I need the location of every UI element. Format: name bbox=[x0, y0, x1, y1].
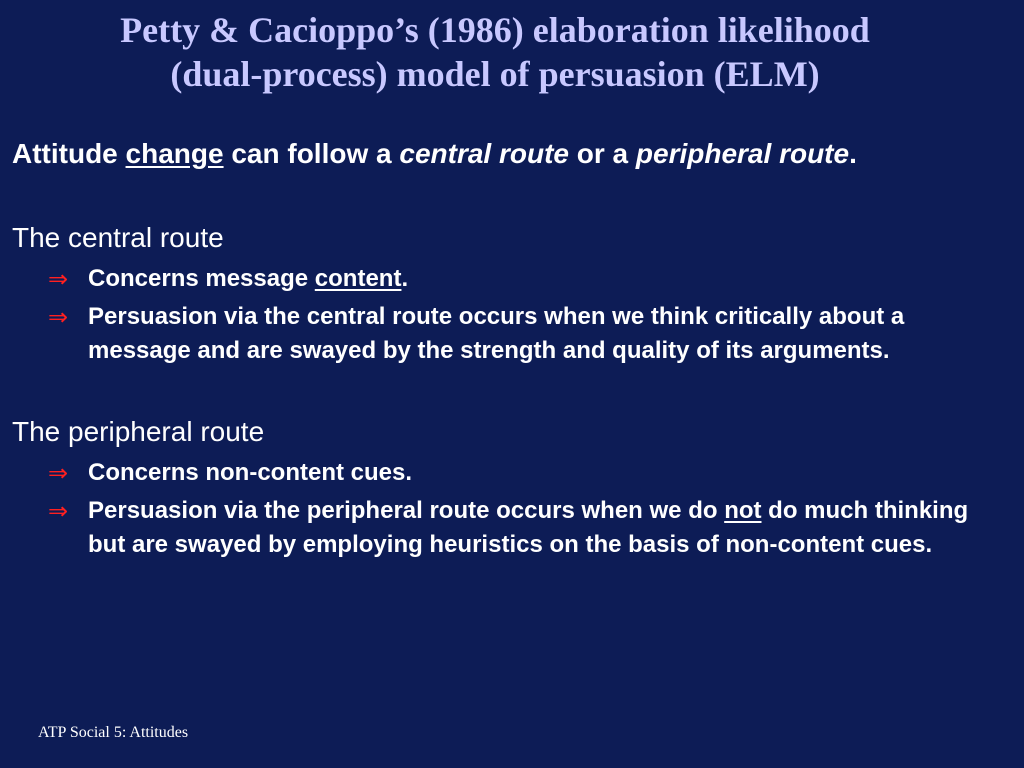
slide-body bbox=[12, 134, 1012, 562]
slide-title-line-1: Petty & Cacioppo’s (1986) elaboration likelihood bbox=[120, 10, 870, 50]
central-bullet-1-content-underlined: content bbox=[314, 265, 402, 292]
central-bullet-1-text: Concerns message bbox=[88, 265, 315, 292]
intro-text-1: Attitude bbox=[12, 138, 126, 169]
peripheral-bullet-1-text: Concerns non-content cues. bbox=[88, 459, 413, 486]
peripheral-bullet-1 bbox=[12, 456, 1012, 490]
double-arrow-icon: ⇒ bbox=[48, 265, 69, 293]
double-arrow-icon: ⇒ bbox=[48, 459, 69, 487]
intro-text-7: . bbox=[849, 138, 857, 169]
intro-paragraph bbox=[12, 134, 1012, 174]
peripheral-route-heading: The peripheral route bbox=[12, 416, 265, 447]
peripheral-bullet-2-not-underlined: not bbox=[724, 497, 762, 524]
peripheral-bullet-2-text: Persuasion via the peripheral route occurs when we do bbox=[88, 497, 725, 524]
central-route-heading: The central route bbox=[12, 222, 224, 253]
intro-peripheral-route-italic: peripheral route bbox=[635, 138, 850, 169]
central-bullet-1-end: . bbox=[401, 265, 409, 292]
central-bullet-1 bbox=[12, 262, 1012, 296]
slide-title-line-2: (dual-process) model of persuasion (ELM) bbox=[170, 54, 820, 94]
double-arrow-icon: ⇒ bbox=[48, 303, 69, 331]
peripheral-bullet-2-end: do much thinking but are swayed by employing heuristics on the basis of non-content cues. bbox=[88, 497, 969, 558]
intro-change-underlined: change bbox=[125, 138, 224, 169]
double-arrow-icon: ⇒ bbox=[48, 497, 69, 525]
slide-footer: ATP Social 5: Attitudes bbox=[38, 724, 189, 741]
intro-central-route-italic: central route bbox=[399, 138, 569, 169]
central-bullet-2 bbox=[12, 300, 1012, 368]
peripheral-bullet-2 bbox=[12, 494, 1012, 562]
intro-text-3: can follow a bbox=[223, 138, 400, 169]
central-bullet-2-text: Persuasion via the central route occurs when we think critically about a message and are swayed by the strength and quality of its arguments. bbox=[88, 303, 905, 364]
slide-title bbox=[0, 8, 990, 96]
intro-text-5: or a bbox=[568, 138, 636, 169]
